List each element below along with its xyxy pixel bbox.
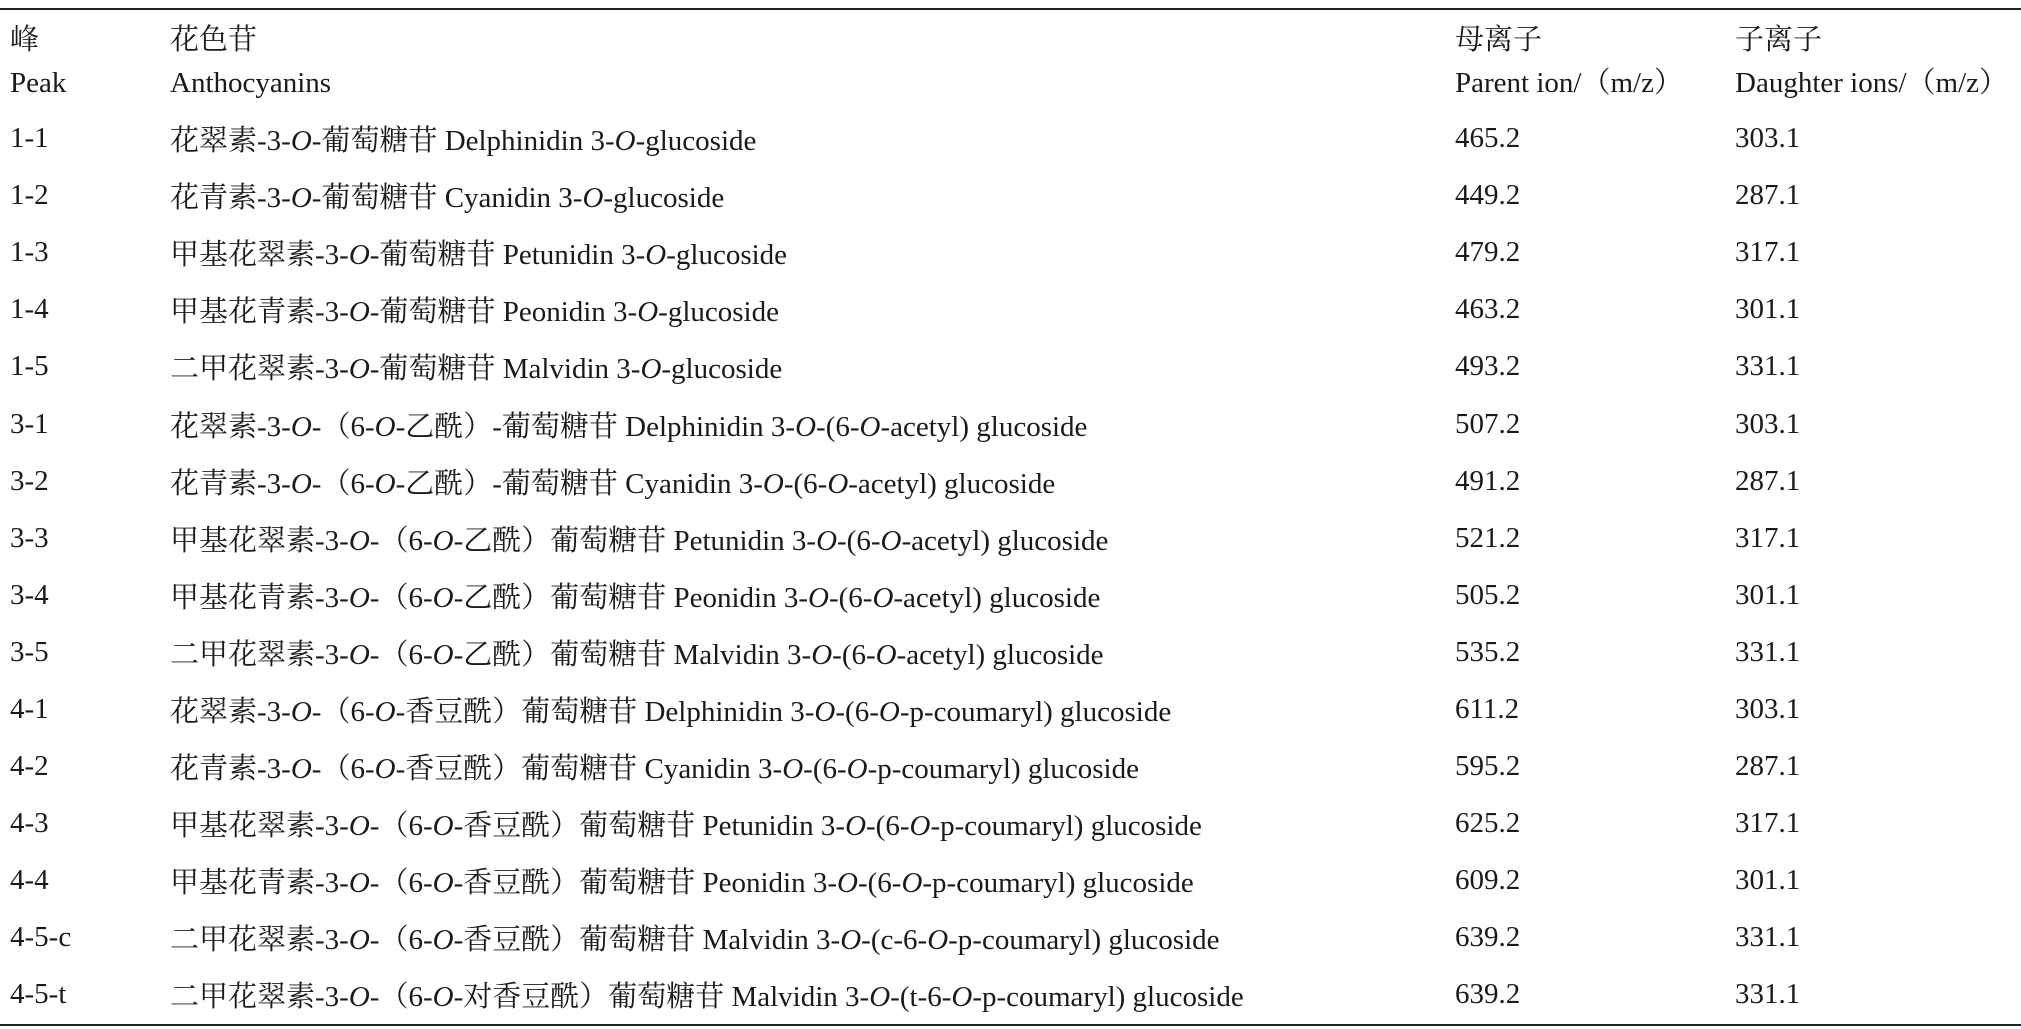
cell-parent-ion: 505.2 (1455, 578, 1521, 611)
cell-parent-ion: 493.2 (1455, 350, 1521, 383)
cell-peak: 1-3 (10, 236, 49, 269)
table-row (0, 909, 2021, 966)
table-row (0, 110, 2021, 167)
cell-parent-ion: 449.2 (1455, 179, 1521, 212)
cell-peak: 4-2 (10, 750, 49, 783)
table-row (0, 966, 2021, 1023)
cell-peak: 1-4 (10, 293, 49, 326)
cell-anthocyanin: 二甲花翠素-3-O-葡萄糖苷 Malvidin 3-O-glucoside (170, 353, 783, 386)
cell-anthocyanin: 二甲花翠素-3-O-（6-O-香豆酰）葡萄糖苷 Malvidin 3-O-(c-6-O-p-coumaryl) glucoside (170, 924, 1220, 957)
cell-daughter-ion: 331.1 (1735, 921, 1801, 954)
cell-daughter-ion: 317.1 (1735, 236, 1801, 269)
cell-anthocyanin: 花青素-3-O-（6-O-乙酰）-葡萄糖苷 Cyanidin 3-O-(6-O-acetyl) glucoside (170, 467, 1056, 500)
header-daughter-zh: 子离子 (1735, 24, 1823, 56)
cell-parent-ion: 465.2 (1455, 122, 1521, 155)
header-parent-en: Parent ion/（m/z） (1455, 67, 1683, 99)
cell-anthocyanin: 甲基花翠素-3-O-（6-O-乙酰）葡萄糖苷 Petunidin 3-O-(6-O-acetyl) glucoside (170, 524, 1109, 557)
header-parent-ion (1455, 10, 1735, 110)
header-anthocyanins-en: Anthocyanins (170, 67, 332, 99)
cell-daughter-ion: 303.1 (1735, 407, 1801, 440)
cell-daughter-ion: 301.1 (1735, 578, 1801, 611)
cell-peak: 4-4 (10, 864, 49, 897)
table-row (0, 281, 2021, 338)
header-peak (0, 10, 170, 110)
cell-anthocyanin: 花青素-3-O-葡萄糖苷 Cyanidin 3-O-glucoside (170, 182, 725, 215)
cell-daughter-ion: 317.1 (1735, 521, 1801, 554)
cell-anthocyanin: 甲基花青素-3-O-（6-O-香豆酰）葡萄糖苷 Peonidin 3-O-(6-O-p-coumaryl) glucoside (170, 867, 1194, 900)
cell-peak: 3-2 (10, 464, 49, 497)
cell-peak: 4-5-t (10, 978, 67, 1011)
header-peak-en: Peak (10, 67, 67, 99)
cell-anthocyanin: 花翠素-3-O-（6-O-香豆酰）葡萄糖苷 Delphinidin 3-O-(6-O-p-coumaryl) glucoside (170, 695, 1172, 728)
cell-daughter-ion: 317.1 (1735, 807, 1801, 840)
cell-peak: 1-2 (10, 179, 49, 212)
cell-parent-ion: 639.2 (1455, 921, 1521, 954)
table-row (0, 510, 2021, 567)
cell-parent-ion: 507.2 (1455, 407, 1521, 440)
cell-parent-ion: 639.2 (1455, 978, 1521, 1011)
table-row (0, 567, 2021, 624)
header-daughter-en: Daughter ions/（m/z） (1735, 67, 2009, 99)
cell-anthocyanin: 甲基花翠素-3-O-（6-O-香豆酰）葡萄糖苷 Petunidin 3-O-(6-O-p-coumaryl) glucoside (170, 810, 1202, 843)
table-body (0, 110, 2021, 1024)
table-row (0, 738, 2021, 795)
cell-daughter-ion: 331.1 (1735, 978, 1801, 1011)
data-table (0, 10, 2021, 1024)
cell-peak: 3-3 (10, 521, 49, 554)
header-anthocyanins-zh: 花色苷 (170, 24, 258, 56)
cell-anthocyanin: 花翠素-3-O-葡萄糖苷 Delphinidin 3-O-glucoside (170, 125, 757, 158)
table-row (0, 338, 2021, 395)
cell-peak: 1-1 (10, 122, 49, 155)
cell-daughter-ion: 301.1 (1735, 864, 1801, 897)
cell-parent-ion: 609.2 (1455, 864, 1521, 897)
cell-parent-ion: 611.2 (1455, 692, 1520, 725)
table-row (0, 224, 2021, 281)
header-peak-zh: 峰 (10, 24, 40, 56)
table-row (0, 795, 2021, 852)
cell-parent-ion: 479.2 (1455, 236, 1521, 269)
cell-daughter-ion: 331.1 (1735, 635, 1801, 668)
anthocyanin-table (0, 8, 2021, 1026)
header-parent-zh: 母离子 (1455, 24, 1543, 56)
cell-daughter-ion: 331.1 (1735, 350, 1801, 383)
header-daughter-ions (1735, 10, 2021, 110)
cell-peak: 3-5 (10, 635, 49, 668)
cell-parent-ion: 595.2 (1455, 750, 1521, 783)
table-row (0, 167, 2021, 224)
cell-daughter-ion: 287.1 (1735, 750, 1801, 783)
cell-anthocyanin: 甲基花青素-3-O-葡萄糖苷 Peonidin 3-O-glucoside (170, 296, 779, 329)
table-row (0, 681, 2021, 738)
cell-anthocyanin: 甲基花青素-3-O-（6-O-乙酰）葡萄糖苷 Peonidin 3-O-(6-O-acetyl) glucoside (170, 581, 1101, 614)
table-row (0, 852, 2021, 909)
cell-daughter-ion: 301.1 (1735, 293, 1801, 326)
cell-parent-ion: 491.2 (1455, 464, 1521, 497)
table-bottom-rule (0, 1024, 2021, 1026)
cell-daughter-ion: 287.1 (1735, 464, 1801, 497)
table-row (0, 624, 2021, 681)
cell-anthocyanin: 花青素-3-O-（6-O-香豆酰）葡萄糖苷 Cyanidin 3-O-(6-O-p-coumaryl) glucoside (170, 753, 1139, 786)
cell-daughter-ion: 287.1 (1735, 179, 1801, 212)
cell-parent-ion: 625.2 (1455, 807, 1521, 840)
cell-anthocyanin: 甲基花翠素-3-O-葡萄糖苷 Petunidin 3-O-glucoside (170, 239, 788, 272)
cell-daughter-ion: 303.1 (1735, 692, 1801, 725)
table-header (0, 10, 2021, 110)
cell-peak: 4-1 (10, 692, 49, 725)
cell-peak: 3-4 (10, 578, 49, 611)
cell-daughter-ion: 303.1 (1735, 122, 1801, 155)
cell-peak: 4-3 (10, 807, 49, 840)
cell-anthocyanin: 二甲花翠素-3-O-（6-O-对香豆酰）葡萄糖苷 Malvidin 3-O-(t-6-O-p-coumaryl) glucoside (170, 981, 1244, 1014)
cell-anthocyanin: 二甲花翠素-3-O-（6-O-乙酰）葡萄糖苷 Malvidin 3-O-(6-O-acetyl) glucoside (170, 638, 1104, 671)
cell-peak: 1-5 (10, 350, 49, 383)
cell-peak: 4-5-c (10, 921, 72, 954)
table-row (0, 453, 2021, 510)
header-anthocyanins (170, 10, 1455, 110)
cell-parent-ion: 521.2 (1455, 521, 1521, 554)
table-row (0, 395, 2021, 452)
cell-anthocyanin: 花翠素-3-O-（6-O-乙酰）-葡萄糖苷 Delphinidin 3-O-(6-O-acetyl) glucoside (170, 410, 1088, 443)
cell-parent-ion: 463.2 (1455, 293, 1521, 326)
cell-parent-ion: 535.2 (1455, 635, 1521, 668)
cell-peak: 3-1 (10, 407, 49, 440)
